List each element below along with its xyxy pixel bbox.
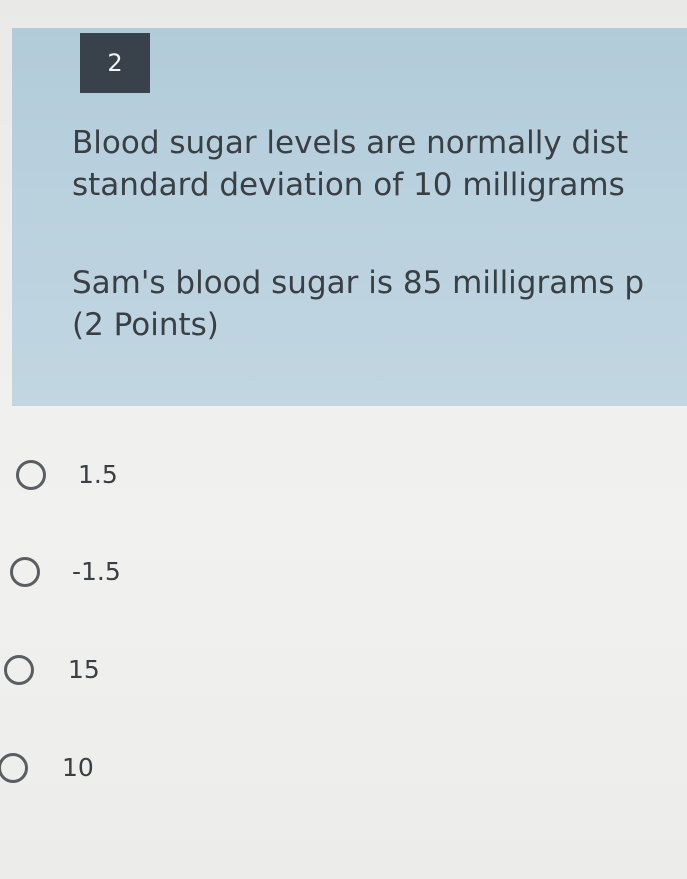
option-10[interactable] <box>0 738 687 798</box>
question-line-2: standard deviation of 10 milligrams <box>72 167 625 203</box>
option-label: 10 <box>62 753 94 782</box>
question-points: (2 Points) <box>72 307 219 343</box>
question-spacer <box>72 206 687 262</box>
option-neg-1-5[interactable] <box>0 542 687 602</box>
radio-button[interactable] <box>4 655 34 685</box>
option-label: -1.5 <box>72 557 121 586</box>
question-line-3: Sam's blood sugar is 85 milligrams p <box>72 265 645 301</box>
option-label: 1.5 <box>78 460 118 489</box>
radio-button[interactable] <box>16 460 46 490</box>
option-label: 15 <box>68 655 100 684</box>
radio-button[interactable] <box>0 753 28 783</box>
option-15[interactable] <box>0 640 687 700</box>
radio-button[interactable] <box>10 557 40 587</box>
option-1-5[interactable] <box>0 445 687 505</box>
question-number-badge: 2 <box>80 33 150 93</box>
question-line-1: Blood sugar levels are normally dist <box>72 125 629 161</box>
question-text <box>72 122 687 346</box>
question-card <box>12 28 687 406</box>
